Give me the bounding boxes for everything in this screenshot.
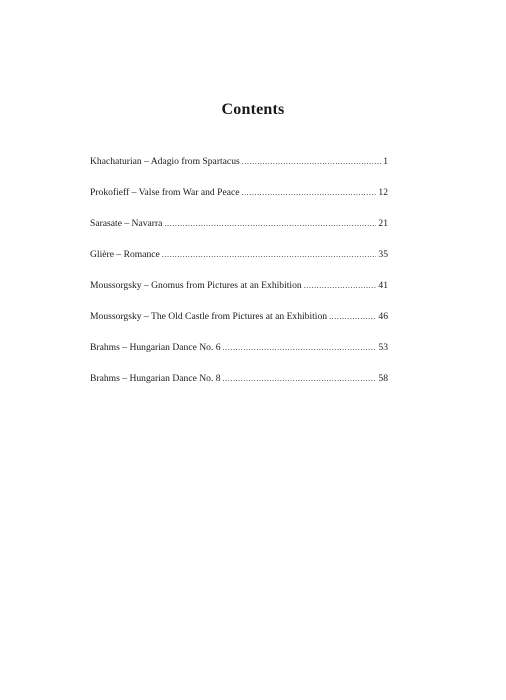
toc-dot-leader bbox=[329, 311, 376, 323]
toc-entry bbox=[90, 156, 388, 187]
toc-entry-page: 12 bbox=[378, 187, 388, 198]
toc-entry-title: Moussorgsky – Gnomus from Pictures at an Exhibition bbox=[90, 280, 302, 291]
toc-entry-page: 35 bbox=[378, 249, 388, 260]
toc-entry-page: 53 bbox=[378, 342, 388, 353]
toc-entry-title: Khachaturian – Adagio from Spartacus bbox=[90, 156, 240, 167]
toc-entry-title: Prokofieff – Valse from War and Peace bbox=[90, 187, 240, 198]
toc-entry-page: 1 bbox=[383, 156, 388, 167]
toc-dot-leader bbox=[164, 218, 376, 230]
toc-dot-leader bbox=[241, 187, 376, 199]
toc-dot-leader bbox=[162, 249, 377, 261]
table-of-contents bbox=[90, 156, 388, 404]
toc-entry-page: 21 bbox=[378, 218, 388, 229]
toc-dot-leader bbox=[304, 280, 377, 292]
toc-entry bbox=[90, 342, 388, 373]
toc-entry bbox=[90, 373, 388, 404]
toc-entry bbox=[90, 249, 388, 280]
toc-entry bbox=[90, 218, 388, 249]
toc-dot-leader bbox=[223, 373, 377, 385]
toc-entry-title: Glière – Romance bbox=[90, 249, 160, 260]
toc-entry-title: Moussorgsky – The Old Castle from Pictures at an Exhibition bbox=[90, 311, 328, 322]
toc-entry-title: Brahms – Hungarian Dance No. 6 bbox=[90, 342, 221, 353]
toc-dot-leader bbox=[242, 156, 381, 168]
toc-entry-page: 46 bbox=[378, 311, 388, 322]
toc-entry bbox=[90, 187, 388, 218]
toc-entry-page: 41 bbox=[378, 280, 388, 291]
toc-entry-page: 58 bbox=[378, 373, 388, 384]
toc-entry bbox=[90, 280, 388, 311]
toc-dot-leader bbox=[223, 342, 377, 354]
toc-entry bbox=[90, 311, 388, 342]
toc-entry-title: Sarasate – Navarra bbox=[90, 218, 163, 229]
toc-entry-title: Brahms – Hungarian Dance No. 8 bbox=[90, 373, 221, 384]
page-title: Contents bbox=[221, 101, 285, 118]
